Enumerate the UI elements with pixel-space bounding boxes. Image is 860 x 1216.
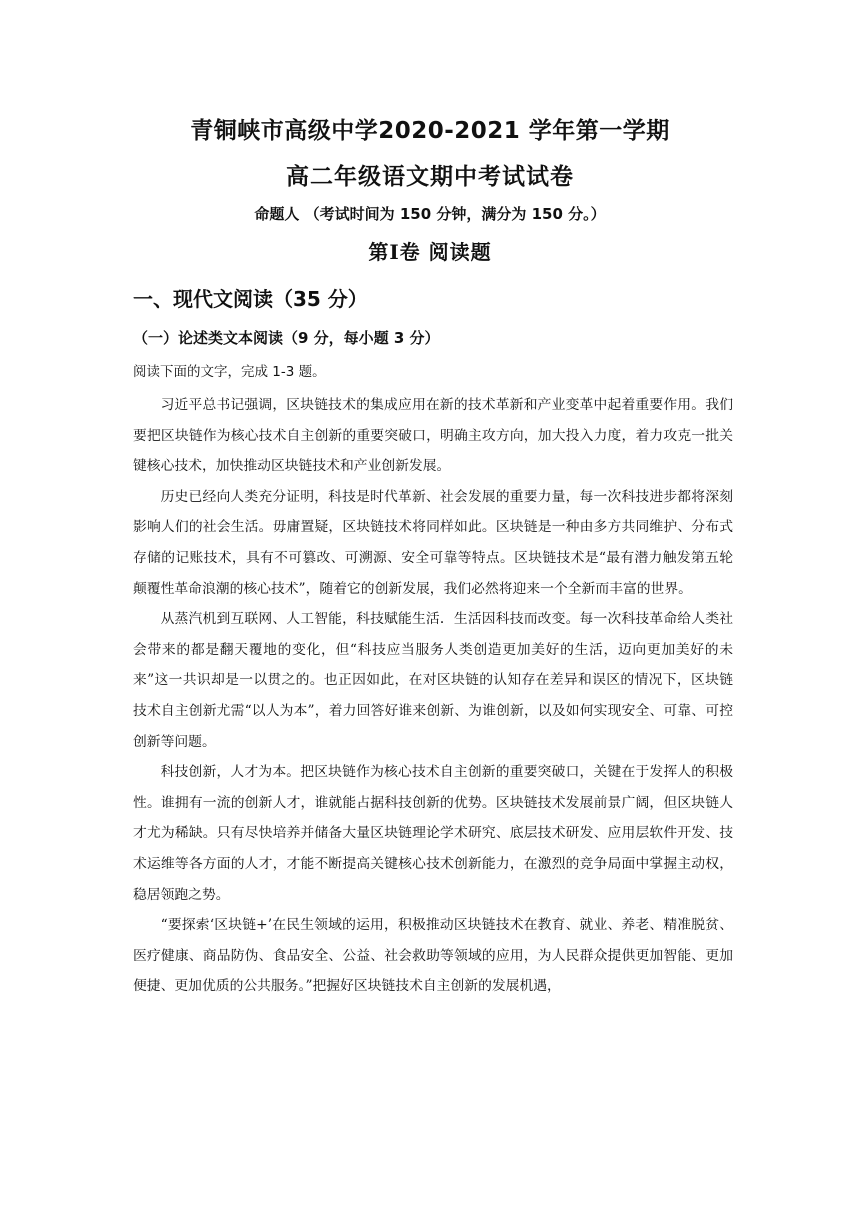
passage-paragraph: 习近平总书记强调，区块链技术的集成应用在新的技术革新和产业变革中起着重要作用。我们要把区块链作为核心技术自主创新的重要突破口，明确主攻方向，加大投入力度，着力攻克一批关键核心技术，加快推动区块链技术和产业创新发展。	[133, 397, 733, 475]
passage-paragraph: 科技创新，人才为本。把区块链作为核心技术自主创新的重要突破口，关键在于发挥人的积极性。谁拥有一流的创新人才，谁就能占据科技创新的优势。区块链技术发展前景广阔，但区块链人才尤为稀缺。只有尽快培养并储备大量区块链理论学术研究、底层技术研发、应用层软件开发、技术运维等各方面的人才，才能不断提高关键核心技术创新能力，在激烈的竞争局面中掌握主动权，稳居领跑之势。	[133, 764, 733, 903]
section-title: 一、现代文阅读（35 分）	[133, 287, 368, 311]
reading-instruction: 阅读下面的文字，完成 1-3 题。	[133, 364, 326, 380]
subsection-title: （一）论述类文本阅读（9 分，每小题 3 分）	[133, 329, 440, 347]
exam-title-line2: 高二年级语文期中考试试卷	[286, 164, 574, 190]
part-title: 第Ⅰ卷 阅读题	[368, 240, 492, 264]
passage-paragraph: “要探索‘区块链+’在民生领域的运用，积极推动区块链技术在教育、就业、养老、精准脱贫、医疗健康、商品防伪、食品安全、公益、社会救助等领域的应用，为人民群众提供更加智能、更加便捷、更加优质的公共服务。”把握好区块链技术自主创新的发展机遇，	[133, 917, 733, 995]
passage-paragraph: 从蒸汽机到互联网、人工智能，科技赋能生活．生活因科技而改变。每一次科技革命给人类社会带来的都是翻天覆地的变化，但“科技应当服务人类创造更加美好的生活，迈向更加美好的未来”这一共识却是一以贯之的。也正因如此，在对区块链的认知存在差异和误区的情况下，区块链技术自主创新尤需“以人为本”，着力回答好谁来创新、为谁创新，以及如何实现安全、可靠、可控创新等问题。	[133, 611, 733, 750]
reading-passage	[133, 390, 733, 1002]
exam-subtitle: 命题人 （考试时间为 150 分钟，满分为 150 分。）	[254, 205, 606, 223]
exam-title-line1: 青铜峡市高级中学2020-2021 学年第一学期	[190, 118, 670, 144]
passage-paragraph: 历史已经向人类充分证明，科技是时代革新、社会发展的重要力量，每一次科技进步都将深刻影响人们的社会生活。毋庸置疑，区块链技术将同样如此。区块链是一种由多方共同维护、分布式存储的记账技术，具有不可篡改、可溯源、安全可靠等特点。区块链技术是“最有潜力触发第五轮颠覆性革命浪潮的核心技术”，随着它的创新发展，我们必然将迎来一个全新而丰富的世界。	[133, 488, 733, 597]
